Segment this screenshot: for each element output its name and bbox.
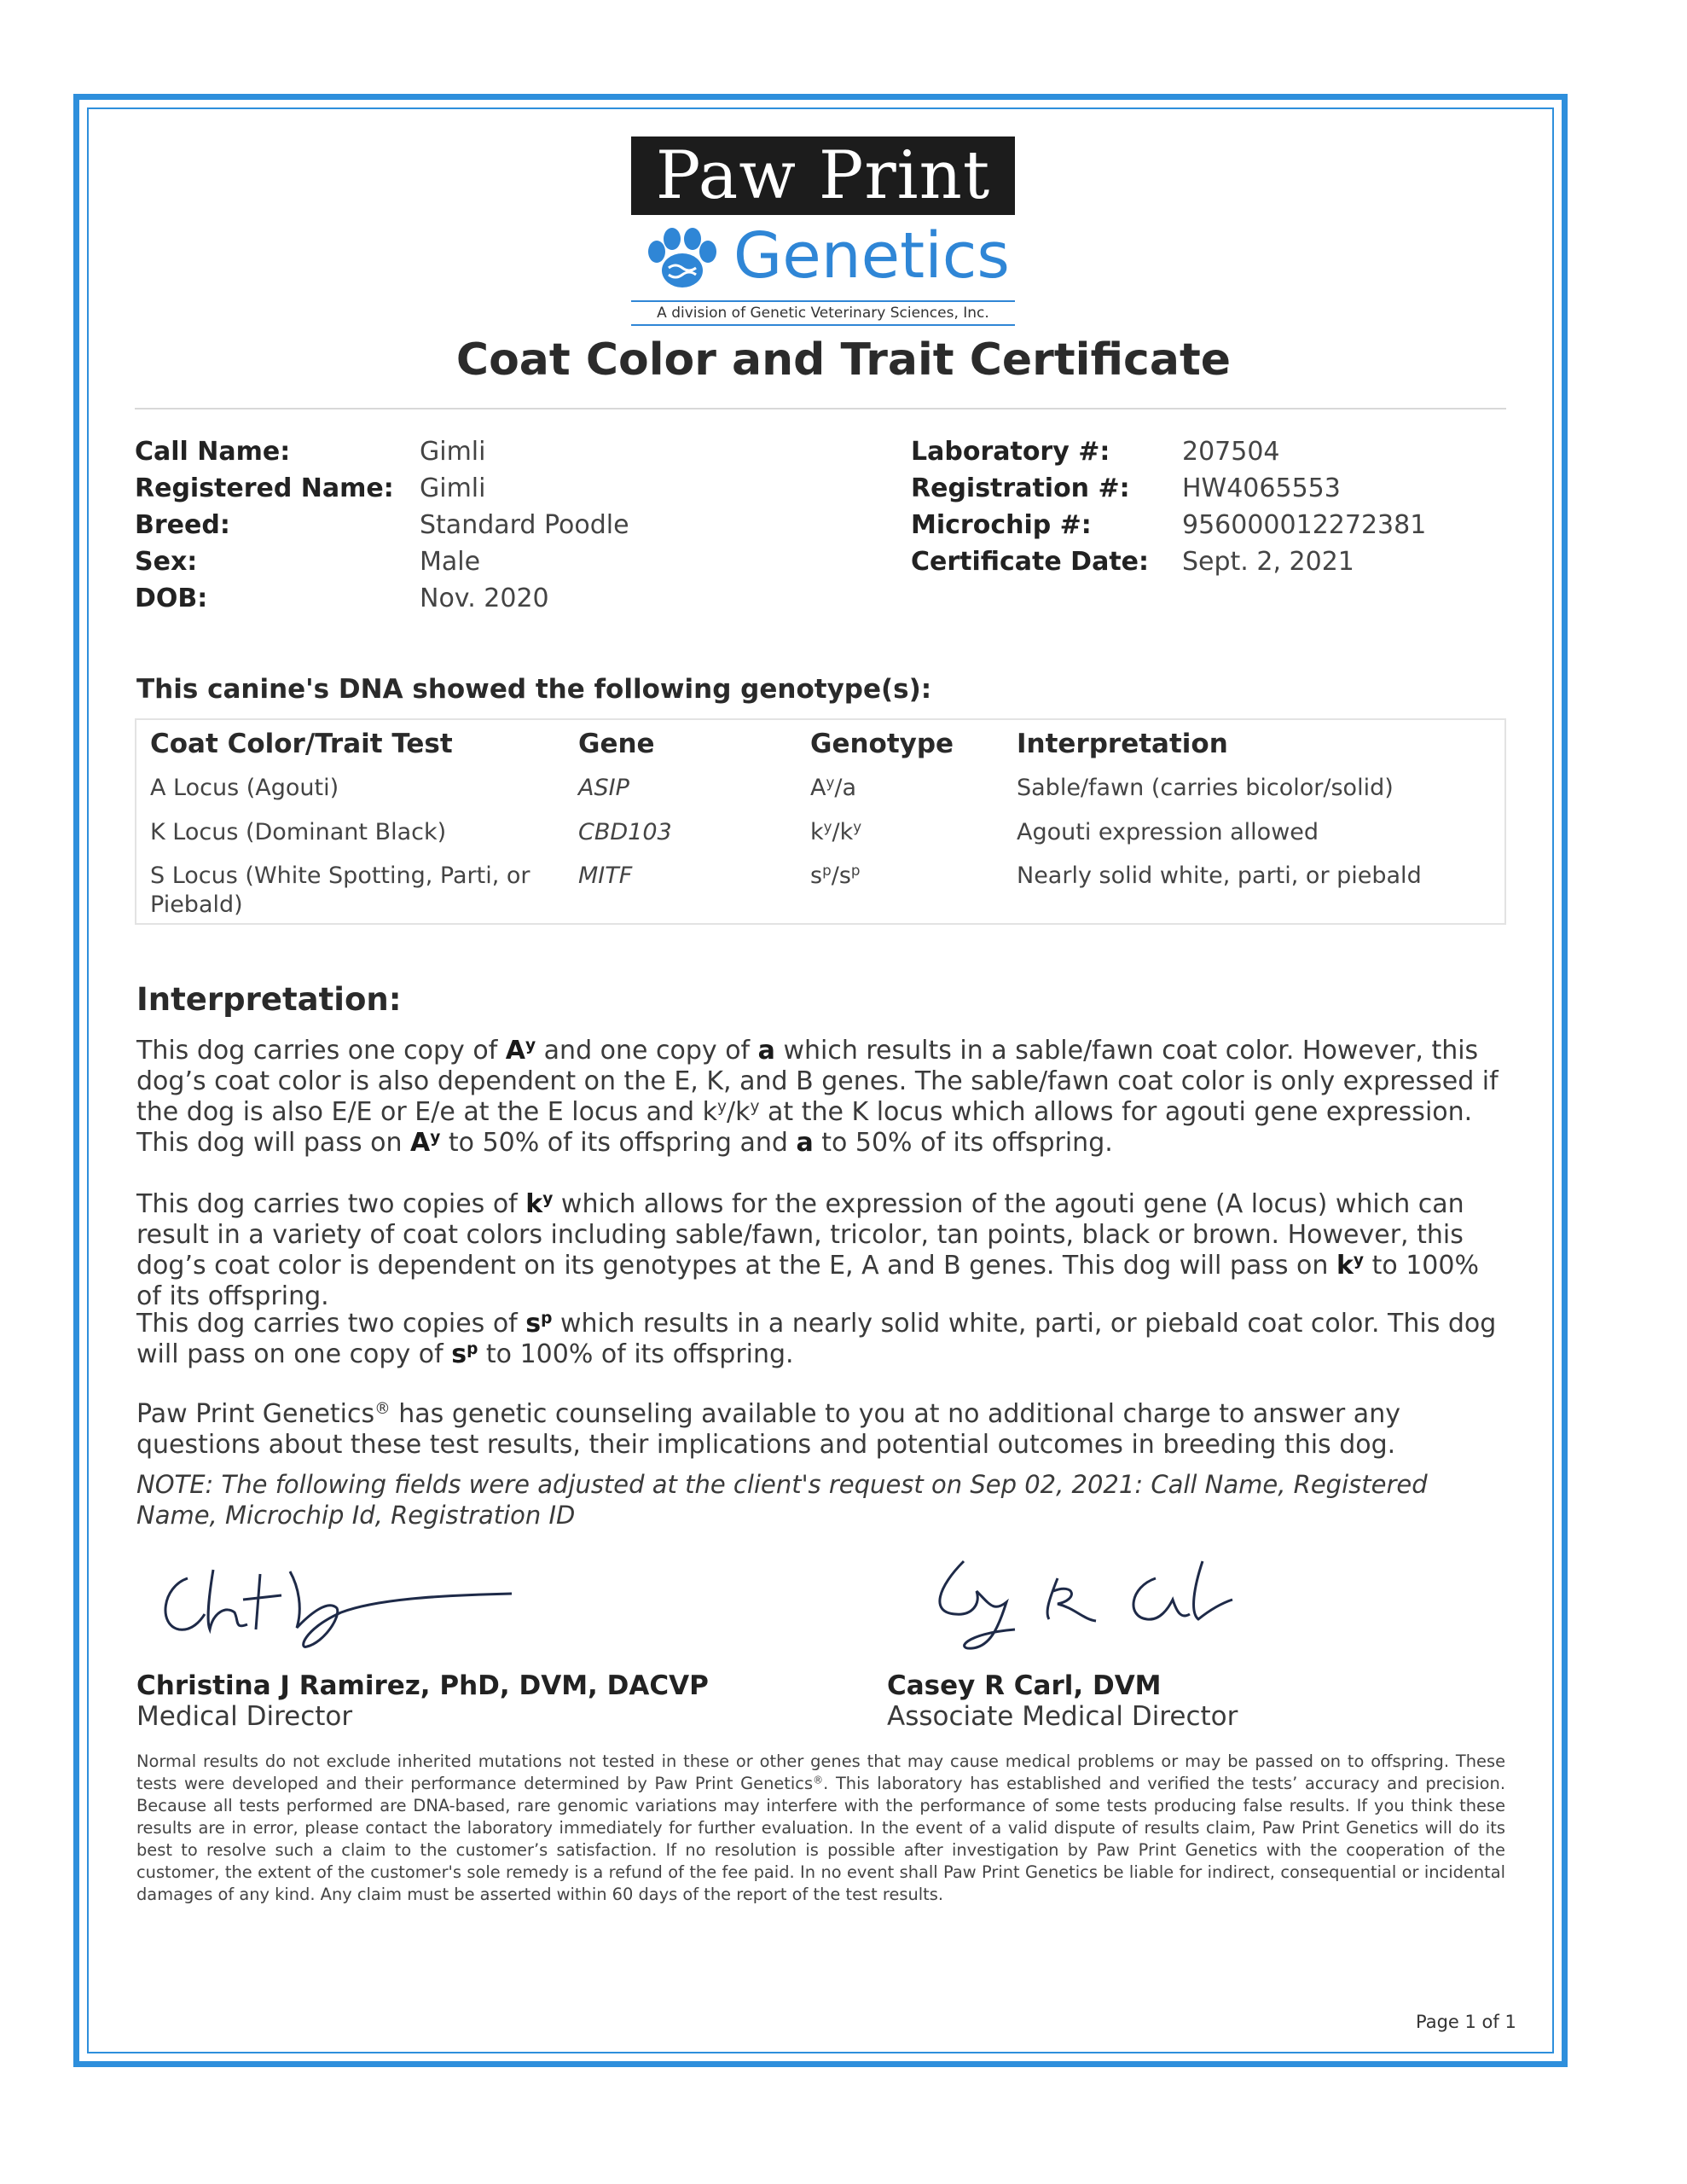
counseling-paragraph: Paw Print Genetics® has genetic counseling available to you at no additional charge to answer any questions about these test results, their implications and potential outcomes in breeding this dog. bbox=[136, 1399, 1400, 1460]
dob-label: DOB: bbox=[135, 584, 208, 613]
interpretation-paragraph-3: This dog carries two copies of $s^p$ which results in a nearly solid white, parti, or piebald coat color. This dog will pass on one copy of $s^p$ to 100% of its offspring. bbox=[136, 1309, 1497, 1369]
registered-name-value: Gimli bbox=[420, 473, 486, 503]
logo-line-2-row bbox=[631, 215, 1015, 297]
registration-label: Registration #: bbox=[911, 473, 1130, 503]
logo-line-2: Genetics bbox=[733, 219, 1010, 293]
signer-1-title: Medical Director bbox=[136, 1701, 353, 1732]
signer-2-name: Casey R Carl, DVM bbox=[887, 1670, 1162, 1701]
certificate-title: Coat Color and Trait Certificate bbox=[455, 334, 1232, 386]
registered-name-label: Registered Name: bbox=[135, 473, 394, 503]
microchip-label: Microchip #: bbox=[911, 510, 1092, 540]
signer-2-title: Associate Medical Director bbox=[887, 1701, 1238, 1732]
table-row-0-test: A Locus (Agouti) bbox=[150, 775, 339, 801]
signer-1-name: Christina J Ramirez, PhD, DVM, DACVP bbox=[136, 1670, 709, 1701]
table-row-0-interpretation: Sable/fawn (carries bicolor/solid) bbox=[1017, 775, 1394, 801]
table-row-2-genotype: $s^p/s^p$ bbox=[810, 861, 861, 889]
table-row-2-gene: MITF bbox=[578, 863, 633, 889]
table-row-0-gene: ASIP bbox=[578, 775, 629, 801]
table-row-1-test: K Locus (Dominant Black) bbox=[150, 819, 447, 845]
laboratory-value: 207504 bbox=[1182, 437, 1280, 467]
logo-tagline: A division of Genetic Veterinary Sciences, Inc. bbox=[631, 300, 1015, 326]
table-row-1-gene: CBD103 bbox=[578, 819, 672, 845]
genotype-heading: This canine's DNA showed the following genotype(s): bbox=[136, 674, 932, 705]
breed-label: Breed: bbox=[135, 510, 230, 540]
logo-line-1: Paw Print bbox=[631, 136, 1015, 215]
paw-print-icon bbox=[640, 224, 725, 293]
table-row-1-genotype: $k^y/k^y$ bbox=[810, 817, 862, 845]
legal-disclaimer: Normal results do not exclude inherited mutations not tested in these or other genes that may cause medical problems or may be passed on to offspring. These tests were developed and their performance determined by Paw Print Genetics®. This laboratory has established and verified the tests’ accuracy and precision. Because all tests performed are DNA-based, rare genomic variations may interfere with the performance of some tests producing false results. If you think these results are in error, please contact the laboratory immediately for further evaluation. In the event of a valid dispute of results claim, Paw Print Genetics will do its best to resolve such a claim to the customer’s satisfaction. If no resolution is possible after investigation by Paw Print Genetics with the cooperation of the customer, the extent of the customer's sole remedy is a refund of the fee paid. In no event shall Paw Print Genetics be liable for indirect, consequential or incidental damages of any kind. Any claim must be asserted within 60 days of the report of the test results. bbox=[136, 1751, 1505, 1904]
interpretation-paragraph-1: This dog carries one copy of $A^y$ and one copy of a which results in a sable/fawn coat color. However, this dog’s coat color is also dependent on the E, K, and B genes. The sable/fawn coat color is only expressed if the dog is also E/E or E/e at the E locus and $k^y/k^y$ at the K locus which allows for agouti gene expression. This dog will pass on $A^y$ to 50% of its offspring and a to 50% of its offspring. bbox=[136, 1036, 1499, 1158]
table-row-2-test: S Locus (White Spotting, Parti, or Piebald) bbox=[150, 863, 530, 918]
signature-ramirez-image bbox=[154, 1561, 529, 1655]
certificate-date-label: Certificate Date: bbox=[911, 547, 1150, 577]
sex-label: Sex: bbox=[135, 547, 198, 577]
table-row-1-interpretation: Agouti expression allowed bbox=[1017, 819, 1319, 845]
table-header-gene: Gene bbox=[578, 729, 655, 759]
laboratory-label: Laboratory #: bbox=[911, 437, 1110, 467]
signature-carl-image bbox=[913, 1553, 1237, 1655]
table-row-0-genotype: $A^y/a$ bbox=[810, 773, 857, 801]
title-divider bbox=[135, 408, 1506, 410]
company-logo bbox=[631, 136, 1015, 326]
table-header-test: Coat Color/Trait Test bbox=[150, 729, 453, 759]
registration-value: HW4065553 bbox=[1182, 473, 1341, 503]
adjustment-note: NOTE: The following fields were adjusted at the client's request on Sep 02, 2021: Call Name, Registered Name, Microchip Id, Registration ID bbox=[136, 1470, 1428, 1530]
sex-value: Male bbox=[420, 547, 481, 577]
call-name-label: Call Name: bbox=[135, 437, 291, 467]
table-row-2-interpretation: Nearly solid white, parti, or piebald bbox=[1017, 863, 1422, 889]
interpretation-heading: Interpretation: bbox=[136, 981, 402, 1018]
table-header-interpretation: Interpretation bbox=[1017, 729, 1228, 759]
microchip-value: 956000012272381 bbox=[1182, 510, 1427, 540]
breed-value: Standard Poodle bbox=[420, 510, 629, 540]
dob-value: Nov. 2020 bbox=[420, 584, 549, 613]
interpretation-paragraph-2: This dog carries two copies of $k^y$ which allows for the expression of the agouti gene (A locus) which can result in a variety of coat colors including sable/fawn, tricolor, tan points, black or brown. However, this dog’s coat color is dependent on its genotypes at the E, A and B genes. This dog will pass on $k^y$ to 100% of its offspring. bbox=[136, 1189, 1479, 1311]
table-header-genotype: Genotype bbox=[810, 729, 954, 759]
page-number: Page 1 of 1 bbox=[1416, 2012, 1516, 2032]
certificate-date-value: Sept. 2, 2021 bbox=[1182, 547, 1354, 577]
call-name-value: Gimli bbox=[420, 437, 486, 467]
